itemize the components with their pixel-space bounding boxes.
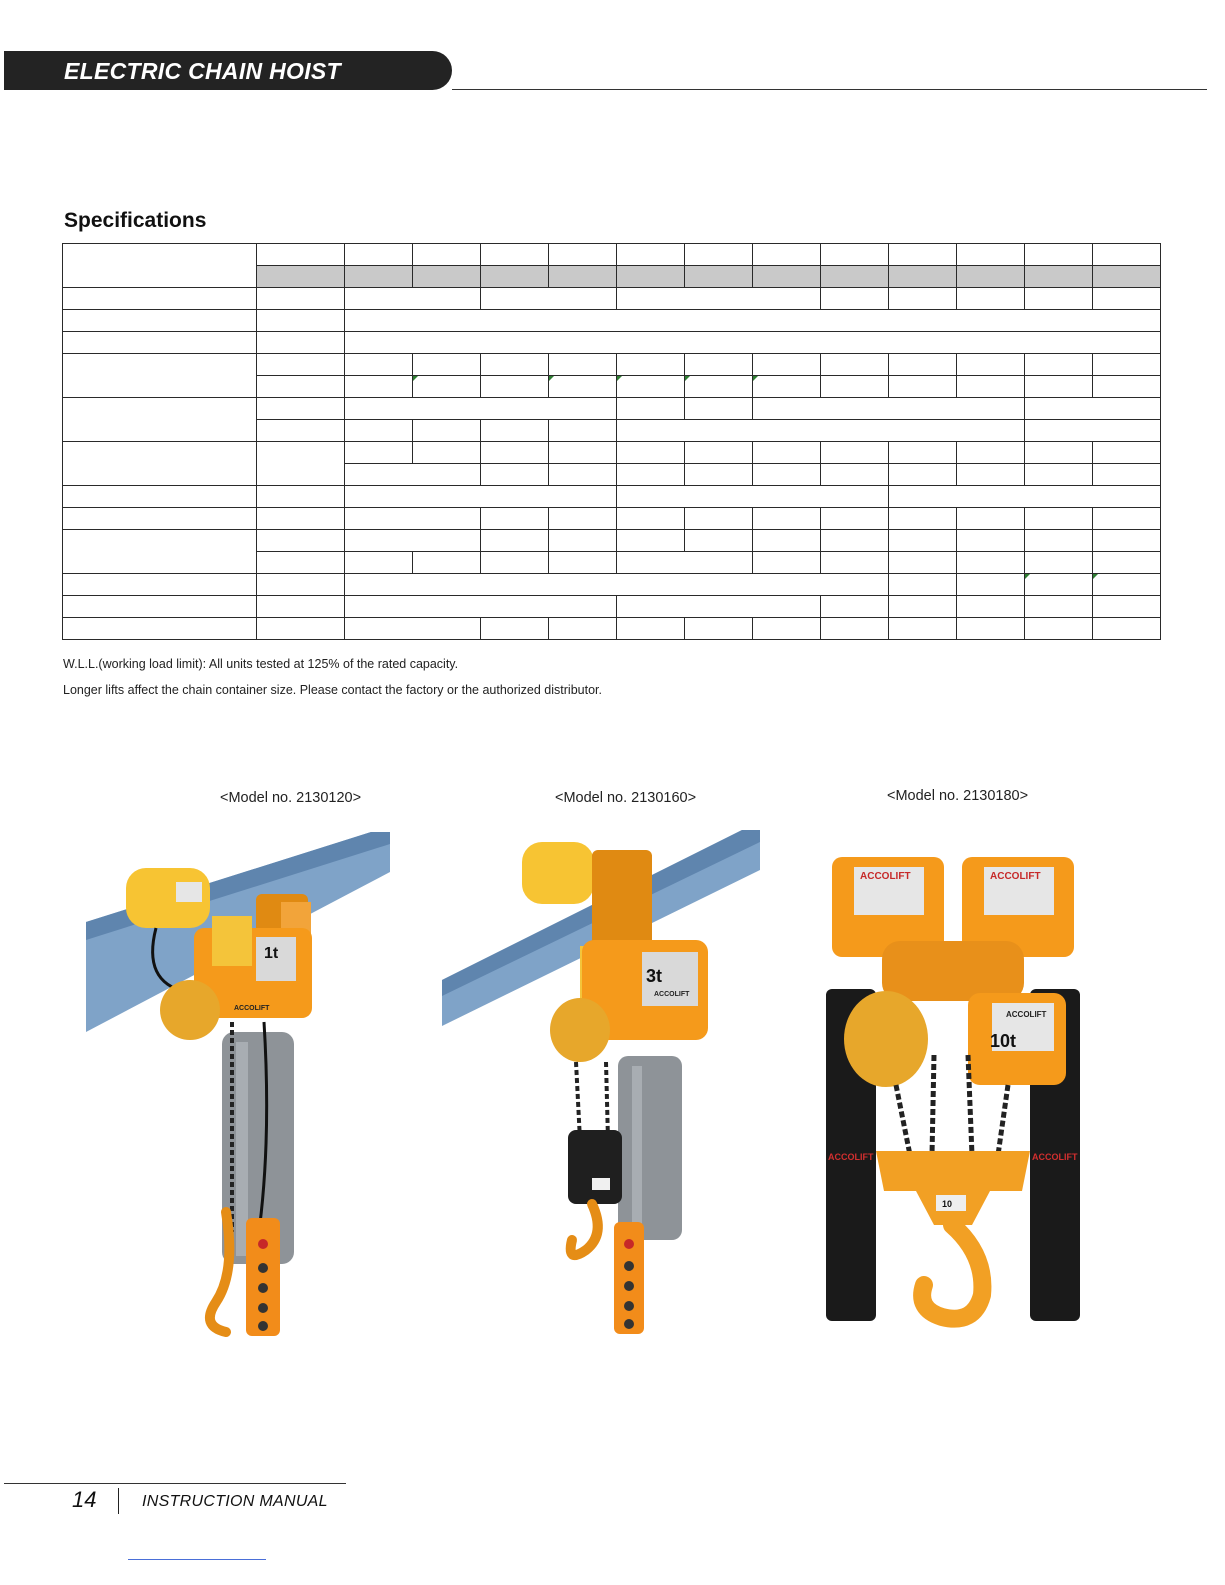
table-cell [345,398,617,420]
table-cell [685,530,753,552]
table-cell [345,442,413,464]
table-cell [549,244,617,266]
table-cell [821,530,889,552]
table-cell [1093,530,1161,552]
hook [922,1225,982,1319]
table-cell [957,266,1025,288]
table-row [63,486,1161,508]
table-cell [957,442,1025,464]
table-row [63,398,1161,420]
table-cell [889,442,957,464]
brand-label: ACCOLIFT [1006,1010,1047,1019]
table-cell [257,530,345,552]
table-cell [617,618,685,640]
table-cell [345,266,413,288]
page-number: 14 [72,1487,97,1512]
table-cell [345,244,413,266]
table-cell [1025,530,1093,552]
table-cell [753,244,821,266]
table-cell [1025,596,1093,618]
table-cell [821,596,889,618]
bottom-block [876,1151,1030,1225]
document-title: ELECTRIC CHAIN HOIST [64,58,341,84]
table-cell [257,508,345,530]
table-cell [957,354,1025,376]
brand-label-leg-right: ACCOLIFT [1032,1152,1078,1162]
table-cell [617,596,821,618]
table-cell [63,508,257,530]
table-cell [481,244,549,266]
table-cell [1025,618,1093,640]
table-cell [549,552,617,574]
table-cell [889,486,1161,508]
table-cell [753,508,821,530]
table-cell [549,266,617,288]
table-cell [617,398,685,420]
table-cell [685,244,753,266]
table-cell [257,574,345,596]
hook [571,1204,598,1255]
table-cell [617,530,685,552]
note-longer-lifts: Longer lifts affect the chain container size. Please contact the factory or the authorized distributor. [63,683,602,697]
model-caption-2130160: <Model no. 2130160> [555,790,697,806]
table-cell [549,354,617,376]
table-cell [63,596,257,618]
table-cell [1025,574,1093,596]
table-cell [257,618,345,640]
header-rule [452,89,1207,90]
table-cell [1025,508,1093,530]
table-row [63,618,1161,640]
hoist-photo-2130120 [86,832,390,1338]
table-cell [889,266,957,288]
hoist-photo-2130180 [822,855,1084,1323]
trolley-motor [522,842,594,904]
table-cell [957,618,1025,640]
table-cell [345,618,481,640]
table-row [63,442,1161,464]
chain-container [618,1056,682,1240]
table-cell [63,354,257,398]
table-cell [481,618,549,640]
table-cell [1093,266,1161,288]
table-cell [617,442,685,464]
load-chain [896,1085,910,1155]
table-cell [617,376,685,398]
table-cell [889,596,957,618]
table-row [63,508,1161,530]
pendant-control [614,1222,644,1334]
hoist-photo-2130160 [442,830,760,1336]
table-cell [481,354,549,376]
table-cell [345,464,481,486]
capacity-badge-1t: 1t [264,945,279,962]
table-cell [63,310,257,332]
table-cell [1093,596,1161,618]
table-cell [821,618,889,640]
table-cell [617,244,685,266]
table-cell [257,244,345,266]
table-cell [821,376,889,398]
footer-label: INSTRUCTION MANUAL [142,1493,328,1510]
table-cell [889,376,957,398]
table-row [63,332,1161,354]
table-cell [1093,508,1161,530]
table-cell [1025,464,1093,486]
table-cell [957,552,1025,574]
table-cell [753,354,821,376]
table-cell [889,244,957,266]
table-cell [549,618,617,640]
table-cell [685,508,753,530]
table-cell [753,376,821,398]
table-cell [617,464,685,486]
table-cell [1093,618,1161,640]
table-row [63,244,1161,266]
note-wll: W.L.L.(working load limit): All units tested at 125% of the rated capacity. [63,657,459,671]
table-cell [617,354,685,376]
table-cell [345,508,481,530]
table-cell [1025,354,1093,376]
bottom-link-underline [128,1559,266,1560]
table-cell [753,530,821,552]
table-cell [345,552,413,574]
table-cell [957,244,1025,266]
table-cell [1025,552,1093,574]
model-caption-2130120: <Model no. 2130120> [220,790,362,806]
table-cell [549,508,617,530]
table-cell [63,398,257,442]
hook-plate-label: 10 [942,1199,953,1209]
table-cell [1093,244,1161,266]
table-cell [413,420,481,442]
table-cell [617,508,685,530]
table-cell [63,288,257,310]
table-cell [257,266,345,288]
table-cell [889,530,957,552]
table-cell [957,574,1025,596]
brand-label: ACCOLIFT [654,991,690,998]
table-cell [481,508,549,530]
table-cell [481,552,549,574]
table-cell [685,376,753,398]
table-cell [753,398,1025,420]
table-cell [1093,288,1161,310]
table-cell [753,442,821,464]
capacity-badge-10t: 10t [990,1031,1017,1051]
table-cell [821,288,889,310]
brand-label: ACCOLIFT [234,1005,270,1012]
table-cell [821,508,889,530]
table-cell [257,486,345,508]
table-cell [413,552,481,574]
table-cell [549,464,617,486]
table-cell [889,464,957,486]
table-row [63,310,1161,332]
table-cell [63,618,257,640]
table-cell [889,354,957,376]
table-cell [1025,376,1093,398]
table-row [63,354,1161,376]
brand-label-leg-left: ACCOLIFT [828,1152,874,1162]
table-cell [345,376,413,398]
table-cell [1093,464,1161,486]
table-cell [753,552,821,574]
table-cell [257,596,345,618]
table-cell [413,376,481,398]
table-cell [345,310,1161,332]
table-cell [685,266,753,288]
table-cell [257,420,345,442]
specifications-table [62,243,1161,640]
capacity-badge-3t: 3t [646,966,663,986]
table-cell [345,288,481,310]
table-cell [821,552,889,574]
table-cell [685,618,753,640]
table-cell [549,376,617,398]
table-cell [1093,354,1161,376]
table-cell [617,552,753,574]
table-cell [345,596,617,618]
table-cell [257,398,345,420]
table-cell [63,442,257,486]
table-cell [413,354,481,376]
table-cell [481,464,549,486]
table-row [63,574,1161,596]
table-cell [481,376,549,398]
table-cell [549,420,617,442]
table-cell [345,354,413,376]
hook [210,1212,229,1332]
table-cell [413,244,481,266]
brand-label-motor-left: ACCOLIFT [860,871,911,882]
table-cell [1093,574,1161,596]
table-cell [889,288,957,310]
table-cell [413,442,481,464]
table-cell [63,486,257,508]
table-cell [889,552,957,574]
table-cell [685,398,753,420]
table-cell [821,266,889,288]
table-cell [1093,376,1161,398]
table-cell [685,442,753,464]
table-cell [957,288,1025,310]
table-cell [1025,288,1093,310]
table-cell [1025,398,1161,420]
table-cell [257,332,345,354]
table-row [63,288,1161,310]
table-cell [1093,552,1161,574]
table-cell [821,464,889,486]
table-cell [481,420,549,442]
table-cell [257,354,345,376]
table-cell [481,530,549,552]
table-cell [753,266,821,288]
table-cell [257,442,345,486]
table-cell [685,354,753,376]
table-cell [1025,266,1093,288]
table-cell [957,508,1025,530]
table-cell [957,464,1025,486]
table-cell [821,244,889,266]
table-cell [1025,244,1093,266]
table-cell [413,266,481,288]
table-cell [957,530,1025,552]
table-cell [753,618,821,640]
table-cell [1025,420,1161,442]
table-cell [481,442,549,464]
table-cell [957,376,1025,398]
table-cell [753,464,821,486]
table-cell [821,442,889,464]
table-cell [821,354,889,376]
bottom-block [568,1130,622,1204]
table-cell [481,266,549,288]
footer-divider [118,1488,119,1514]
table-cell [549,530,617,552]
table-cell [549,442,617,464]
table-cell [685,464,753,486]
table-cell [889,508,957,530]
table-cell [481,288,617,310]
table-row [63,530,1161,552]
motor-gear-housing [550,998,610,1062]
table-cell [345,332,1161,354]
gear-housing-left [844,991,928,1087]
table-cell [617,420,1025,442]
table-cell [257,376,345,398]
footer-rule [4,1483,346,1484]
motor-gear-housing [160,980,220,1040]
table-cell [617,486,889,508]
load-chain [576,1062,580,1140]
table-cell [345,574,889,596]
table-cell [345,530,481,552]
specifications-heading: Specifications [64,209,207,232]
table-cell [257,310,345,332]
table-cell [257,552,345,574]
table-cell [1093,442,1161,464]
pendant-control [246,1218,280,1336]
table-cell [63,574,257,596]
table-cell [345,420,413,442]
table-cell [63,530,257,574]
table-cell [63,244,257,288]
brand-label-motor-right: ACCOLIFT [990,871,1041,882]
table-cell [889,574,957,596]
table-cell [1025,442,1093,464]
table-cell [957,596,1025,618]
table-cell [889,618,957,640]
center-frame [882,941,1024,1001]
table-cell [345,486,617,508]
table-row [63,596,1161,618]
table-cell [617,266,685,288]
table-cell [617,288,821,310]
model-caption-2130180: <Model no. 2130180> [887,788,1029,804]
table-cell [63,332,257,354]
table-cell [257,288,345,310]
